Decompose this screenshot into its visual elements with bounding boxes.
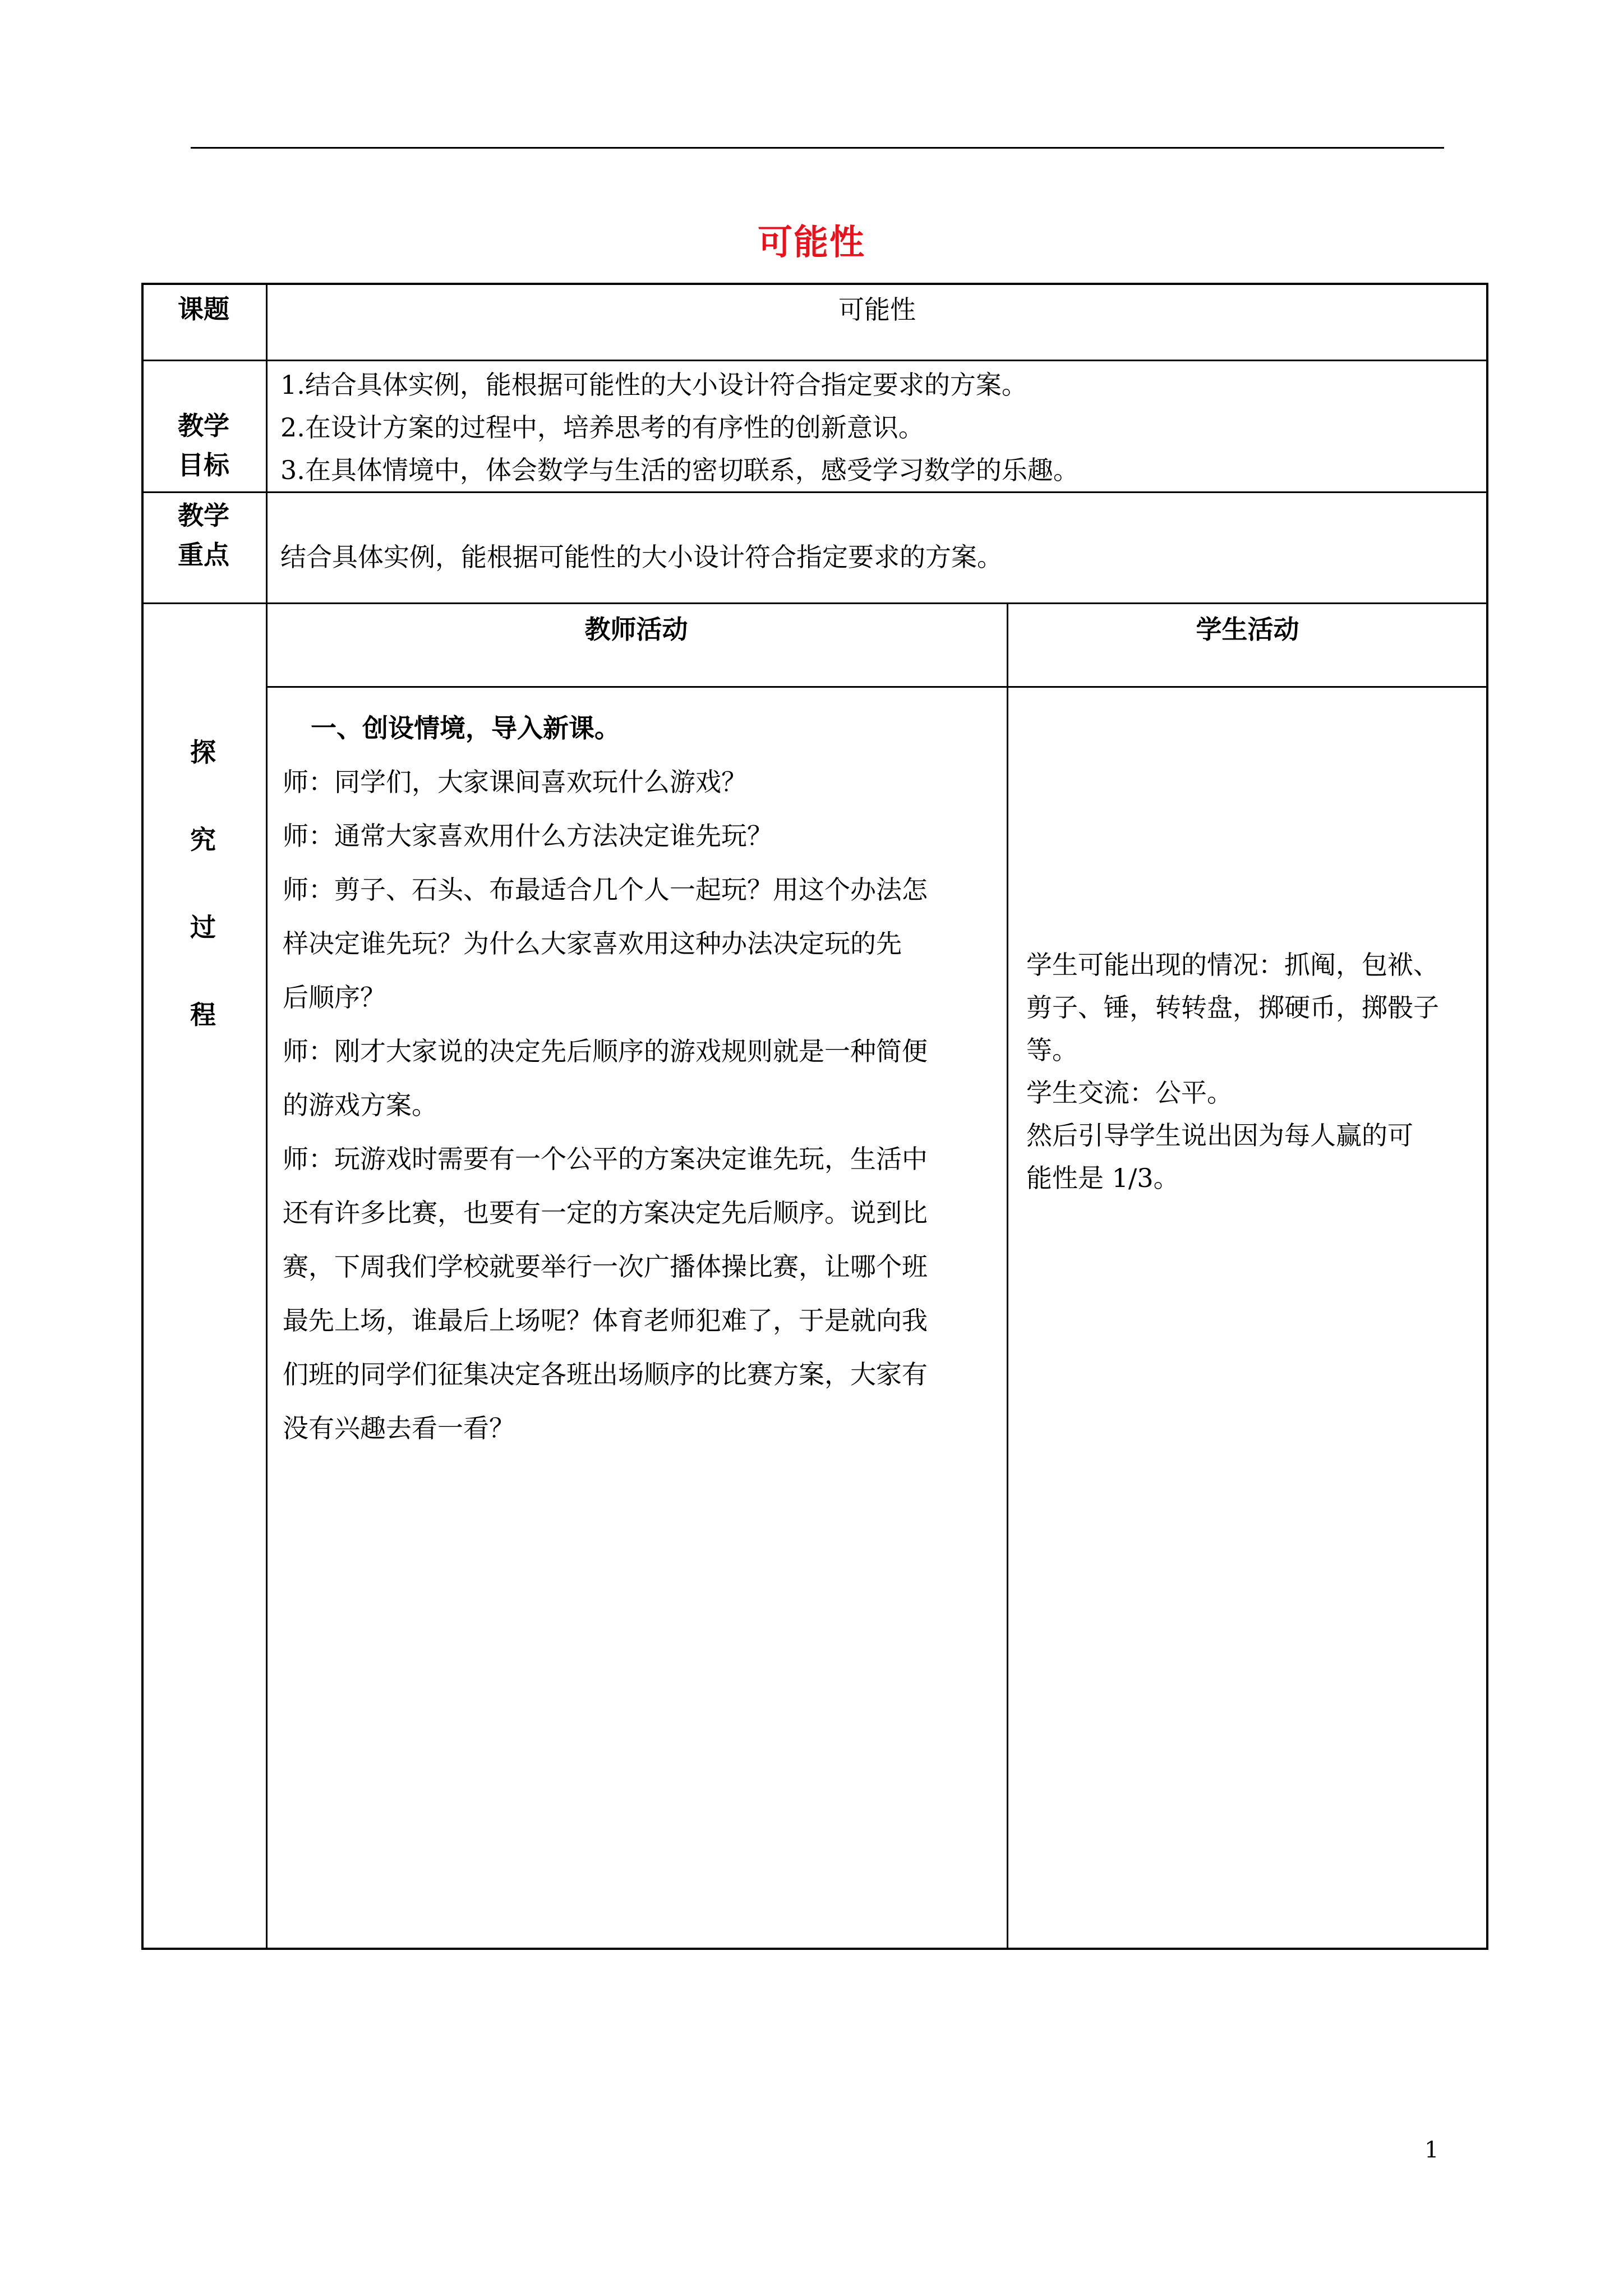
teacher-paragraph-line: 师：玩游戏时需要有一个公平的方案决定谁先玩，生活中	[283, 1144, 928, 1174]
row-divider-key	[141, 602, 1488, 604]
objectives-label	[141, 406, 266, 485]
teacher-paragraph-line: 师：刚才大家说的决定先后顺序的游戏规则就是一种简便	[283, 1036, 928, 1066]
section-heading: 一、创设情境，导入新课。	[311, 713, 620, 743]
topic-label: 课题	[178, 294, 229, 324]
teacher-paragraph-line: 师：通常大家喜欢用什么方法决定谁先玩？	[283, 821, 773, 851]
topic-value: 可能性	[838, 295, 916, 325]
col-divider-activities	[1007, 602, 1008, 1950]
teacher-activity-header: 教师活动	[584, 614, 688, 645]
process-label	[141, 732, 265, 1082]
student-activity-content	[1026, 944, 1486, 1199]
student-paragraph-line: 等。	[1026, 1035, 1078, 1065]
teacher-paragraph-line: 最先上场，谁最后上场呢？体育老师犯难了，于是就向我	[283, 1305, 928, 1336]
row-divider-objectives	[141, 491, 1488, 493]
row-divider-headers	[266, 686, 1488, 688]
teacher-paragraph-line: 们班的同学们征集决定各班出场顺序的比赛方案，大家有	[283, 1359, 928, 1389]
process-label-char: 程	[190, 1000, 216, 1030]
row-divider-topic	[141, 360, 1488, 361]
teacher-paragraph-line: 赛，下周我们学校就要举行一次广播体操比赛，让哪个班	[283, 1251, 928, 1282]
page-number: 1	[1424, 2137, 1439, 2163]
teacher-paragraph-line: 还有许多比赛，也要有一定的方案决定先后顺序。说到比	[283, 1198, 928, 1228]
student-activity-header: 学生活动	[1196, 614, 1299, 645]
student-paragraph-line: 能性是 1/3。	[1026, 1163, 1179, 1193]
teacher-paragraph-line: 师：同学们，大家课间喜欢玩什么游戏？	[283, 767, 747, 797]
header-rule	[191, 147, 1444, 149]
page-title: 可能性	[757, 222, 865, 263]
student-paragraph-line: 学生交流：公平。	[1026, 1078, 1233, 1108]
process-label-char: 究	[190, 825, 216, 855]
key-label-line-1: 教学	[178, 500, 229, 531]
objective-item: 2.在设计方案的过程中，培养思考的有序性的创新意识。	[280, 412, 924, 443]
process-label-char: 探	[190, 737, 216, 767]
objective-item: 1.结合具体实例，能根据可能性的大小设计符合指定要求的方案。	[280, 370, 1027, 400]
objectives-label-line-1: 教学	[178, 411, 229, 441]
student-paragraph-line: 剪子、锤，转转盘，掷硬币，掷骰子	[1026, 992, 1439, 1023]
col-divider-label	[266, 283, 268, 1950]
objectives-label-line-2: 目标	[178, 450, 229, 480]
key-label	[141, 496, 266, 574]
process-label-char: 过	[190, 912, 216, 942]
student-paragraph-line: 然后引导学生说出因为每人赢的可	[1026, 1120, 1413, 1151]
key-value: 结合具体实例，能根据可能性的大小设计符合指定要求的方案。	[280, 542, 1003, 572]
teacher-paragraph-line: 的游戏方案。	[283, 1090, 437, 1120]
student-paragraph-line: 学生可能出现的情况：抓阄，包袱、	[1026, 950, 1439, 980]
teacher-paragraph-line: 没有兴趣去看一看？	[283, 1413, 515, 1443]
teacher-activity-content	[283, 701, 1000, 1455]
key-label-line-2: 重点	[178, 540, 229, 570]
teacher-paragraph-line: 样决定谁先玩？为什么大家喜欢用这种办法决定玩的先	[283, 928, 902, 959]
objective-item: 3.在具体情境中，体会数学与生活的密切联系，感受学习数学的乐趣。	[280, 455, 1079, 485]
teacher-paragraph-line: 后顺序？	[283, 982, 386, 1013]
teacher-paragraph-line: 师：剪子、石头、布最适合几个人一起玩？用这个办法怎	[283, 875, 928, 905]
